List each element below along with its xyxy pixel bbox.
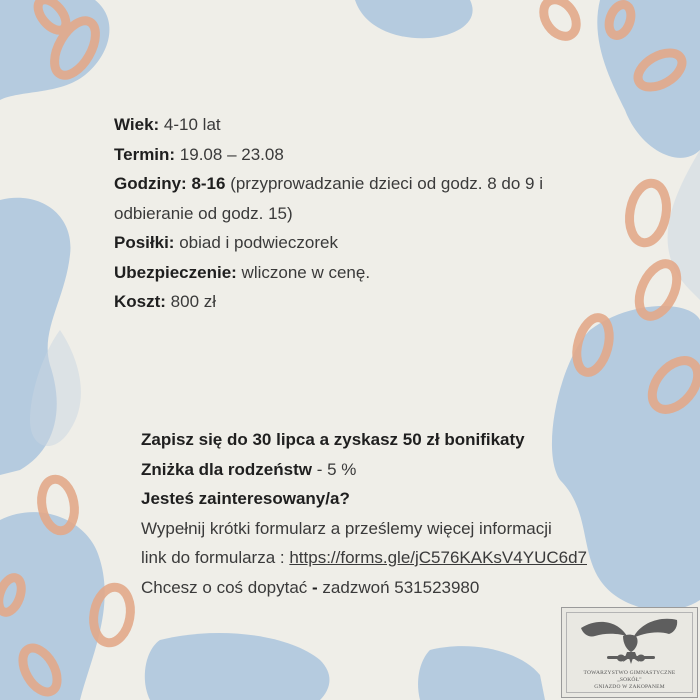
cost-label: Koszt:	[114, 292, 166, 311]
sibling-row	[141, 455, 696, 485]
contact-text: Chcesz o coś dopytać	[141, 577, 313, 597]
hours-row-cont	[114, 199, 654, 229]
interested-heading: Jesteś zainteresowany/a?	[141, 489, 350, 508]
insurance-row	[114, 258, 654, 288]
age-value: 4-10 lat	[159, 115, 221, 134]
meals-label: Posiłki:	[114, 233, 175, 252]
term-row	[114, 140, 654, 170]
blue-blob-top-center	[355, 0, 473, 38]
logo-line-3: GNIAZDO W ZAKOPANEM	[594, 684, 665, 690]
blue-blob-bottom-right	[418, 646, 545, 700]
hours-label: Godziny: 8-16	[114, 174, 226, 193]
contact-row	[141, 573, 696, 603]
hours-value-cont: odbieranie od godz. 15)	[114, 203, 293, 223]
hours-row	[114, 169, 654, 199]
term-value: 19.08 – 23.08	[175, 144, 284, 164]
early-signup-text: Zapisz się do 30 lipca a zyskasz 50 zł bonifikaty	[141, 430, 525, 449]
age-row	[114, 110, 654, 140]
hours-value: (przyprowadzanie dzieci od godz. 8 do 9 i	[225, 174, 543, 193]
ring-3	[537, 0, 583, 42]
insurance-value: wliczone w cenę.	[236, 262, 371, 282]
logo-line-2: „SOKÓŁ”	[617, 677, 642, 683]
form-text: Wypełnij krótki formularz a prześlemy więcej informacji	[141, 518, 552, 538]
form-link[interactable]: https://forms.gle/jC576KAKsV4YUC6d7	[289, 548, 587, 567]
sokol-logo	[561, 607, 698, 698]
meals-row	[114, 228, 654, 258]
contact-dash: -	[312, 577, 318, 597]
insurance-label: Ubezpieczenie:	[114, 262, 237, 282]
link-prefix: link do formularza :	[141, 548, 290, 567]
logo-line-1: TOWARZYSTWO GIMNASTYCZNE	[583, 670, 676, 676]
contact-phone: zadzwoń 531523980	[317, 577, 480, 597]
age-label: Wiek:	[114, 115, 160, 134]
camp-info	[114, 110, 654, 317]
falcon-icon	[577, 614, 681, 670]
term-label: Termin:	[114, 144, 176, 164]
meals-value: obiad i podwieczorek	[174, 233, 338, 252]
promo-section	[141, 425, 696, 602]
blue-blob-bottom-center	[145, 633, 330, 700]
cost-row	[114, 287, 654, 317]
sibling-label: Zniżka dla rodzeństw	[141, 459, 312, 479]
sibling-value: - 5 %	[311, 459, 357, 479]
cost-value: 800 zł	[165, 292, 217, 311]
link-row	[141, 543, 696, 573]
